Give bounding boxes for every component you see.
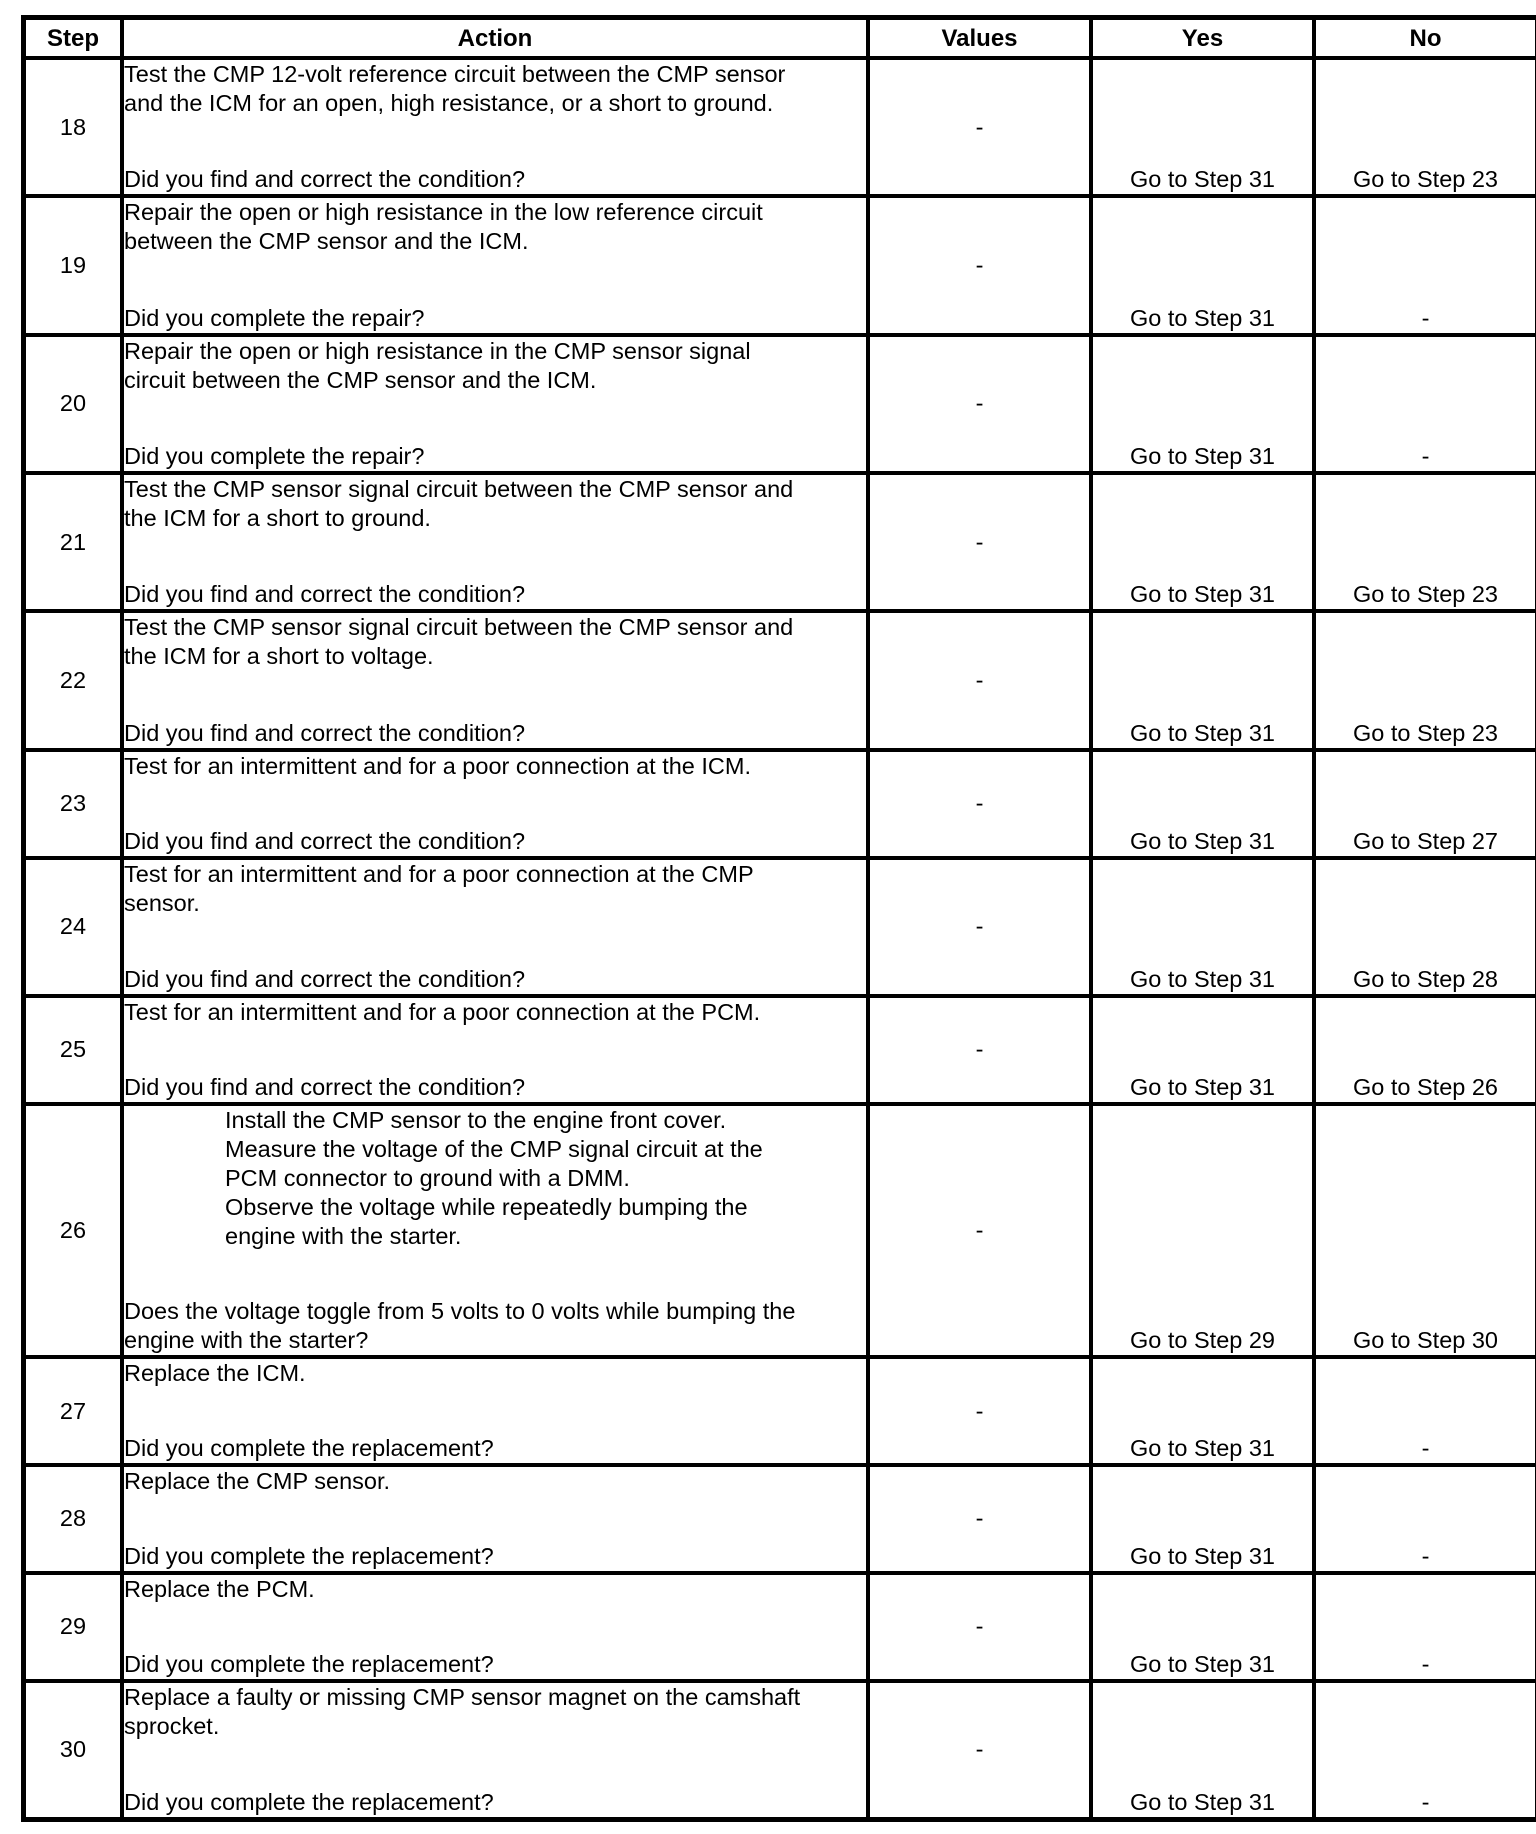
values-cell: - — [870, 752, 1089, 856]
header-step: Step — [26, 20, 120, 56]
action-question: Did you complete the replacement? — [124, 1542, 494, 1569]
step-number: 19 — [26, 198, 120, 332]
step-number: 18 — [26, 60, 120, 194]
action-question: Did you find and correct the condition? — [124, 827, 526, 854]
table-row — [26, 613, 1535, 747]
no-cell: - — [1316, 1683, 1535, 1817]
table-body — [26, 60, 1535, 1817]
action-text: between the CMP sensor and the ICM. — [124, 228, 529, 255]
action-text: Test for an intermittent and for a poor connection at the PCM. — [124, 998, 761, 1025]
step-number: 30 — [26, 1683, 120, 1817]
action-text: Test the CMP sensor signal circuit between the CMP sensor and — [124, 476, 794, 503]
table-row — [26, 1106, 1535, 1356]
values-cell: - — [870, 1683, 1089, 1817]
header-yes: Yes — [1093, 20, 1312, 56]
no-cell: Go to Step 28 — [1316, 860, 1535, 994]
action-cell — [124, 1359, 866, 1463]
table-row — [26, 860, 1535, 994]
action-text: Repair the open or high resistance in the low reference circuit — [124, 199, 763, 226]
action-question: Did you find and correct the condition? — [124, 166, 526, 193]
table-row — [26, 752, 1535, 856]
no-cell: Go to Step 27 — [1316, 752, 1535, 856]
values-cell: - — [870, 475, 1089, 609]
yes-cell: Go to Step 31 — [1093, 998, 1312, 1102]
action-text: Test for an intermittent and for a poor connection at the ICM. — [124, 752, 751, 779]
values-cell: - — [870, 337, 1089, 471]
no-cell: - — [1316, 337, 1535, 471]
action-question: Did you find and correct the condition? — [124, 1073, 526, 1100]
action-text: Test for an intermittent and for a poor connection at the CMP — [124, 860, 754, 887]
table-row — [26, 998, 1535, 1102]
action-text: sprocket. — [124, 1712, 220, 1739]
values-cell: - — [870, 613, 1089, 747]
action-cell — [124, 60, 866, 194]
action-cell — [124, 198, 866, 332]
header-action: Action — [124, 20, 866, 56]
action-text: PCM connector to ground with a DMM. — [225, 1164, 630, 1191]
action-cell — [124, 337, 866, 471]
values-cell: - — [870, 198, 1089, 332]
no-cell: - — [1316, 1575, 1535, 1679]
action-text: sensor. — [124, 889, 200, 916]
table-row — [26, 475, 1535, 609]
values-cell: - — [870, 1575, 1089, 1679]
action-text: Test the CMP sensor signal circuit between the CMP sensor and — [124, 614, 794, 641]
action-question: Did you complete the repair? — [124, 443, 425, 470]
action-question: Did you complete the replacement? — [124, 1435, 494, 1462]
table-row — [26, 1359, 1535, 1463]
yes-cell: Go to Step 31 — [1093, 1467, 1312, 1571]
no-cell: Go to Step 30 — [1316, 1106, 1535, 1356]
yes-cell: Go to Step 31 — [1093, 1359, 1312, 1463]
step-number: 26 — [26, 1106, 120, 1356]
action-question: Did you find and correct the condition? — [124, 965, 526, 992]
yes-cell: Go to Step 31 — [1093, 475, 1312, 609]
action-text: Replace the ICM. — [124, 1360, 306, 1387]
action-cell — [124, 1575, 866, 1679]
table-row — [26, 337, 1535, 471]
values-cell: - — [870, 60, 1089, 194]
action-cell — [124, 475, 866, 609]
action-text: Install the CMP sensor to the engine front cover. — [225, 1106, 727, 1133]
action-text: Replace a faulty or missing CMP sensor magnet on the camshaft — [124, 1683, 801, 1710]
yes-cell: Go to Step 31 — [1093, 1683, 1312, 1817]
no-cell: - — [1316, 1467, 1535, 1571]
action-text: the ICM for a short to voltage. — [124, 643, 434, 670]
diagnostic-table — [21, 15, 1536, 1822]
action-question: Does the voltage toggle from 5 volts to 0 volts while bumping the — [124, 1298, 796, 1325]
values-cell: - — [870, 1359, 1089, 1463]
action-cell — [124, 998, 866, 1102]
step-number: 25 — [26, 998, 120, 1102]
action-text: Replace the PCM. — [124, 1575, 315, 1602]
header-row — [26, 20, 1535, 56]
yes-cell: Go to Step 31 — [1093, 1575, 1312, 1679]
table-row — [26, 1683, 1535, 1817]
no-cell: Go to Step 23 — [1316, 60, 1535, 194]
table-row — [26, 1575, 1535, 1679]
values-cell: - — [870, 1106, 1089, 1356]
values-cell: - — [870, 860, 1089, 994]
step-number: 29 — [26, 1575, 120, 1679]
yes-cell: Go to Step 31 — [1093, 752, 1312, 856]
action-text: Replace the CMP sensor. — [124, 1468, 391, 1495]
action-cell — [124, 860, 866, 994]
header-no: No — [1316, 20, 1535, 56]
action-text: Measure the voltage of the CMP signal circuit at the — [225, 1135, 763, 1162]
step-number: 23 — [26, 752, 120, 856]
yes-cell: Go to Step 29 — [1093, 1106, 1312, 1356]
action-text: Test the CMP 12-volt reference circuit between the CMP sensor — [124, 61, 786, 87]
action-question: Did you complete the repair? — [124, 304, 425, 331]
action-question: Did you complete the replacement? — [124, 1789, 494, 1815]
table-row — [26, 198, 1535, 332]
step-number: 21 — [26, 475, 120, 609]
values-cell: - — [870, 1467, 1089, 1571]
step-number: 28 — [26, 1467, 120, 1571]
action-question: Did you find and correct the condition? — [124, 719, 526, 746]
action-text: and the ICM for an open, high resistance, or a short to ground. — [124, 90, 774, 116]
action-text: the ICM for a short to ground. — [124, 505, 431, 532]
yes-cell: Go to Step 31 — [1093, 860, 1312, 994]
action-text: engine with the starter. — [225, 1222, 462, 1249]
action-text: Repair the open or high resistance in the CMP sensor signal — [124, 337, 751, 364]
action-question: engine with the starter? — [124, 1327, 369, 1354]
step-number: 22 — [26, 613, 120, 747]
action-cell — [124, 613, 866, 747]
step-number: 27 — [26, 1359, 120, 1463]
action-cell — [124, 752, 866, 856]
no-cell: - — [1316, 1359, 1535, 1463]
yes-cell: Go to Step 31 — [1093, 60, 1312, 194]
yes-cell: Go to Step 31 — [1093, 613, 1312, 747]
action-cell — [124, 1106, 866, 1356]
no-cell: Go to Step 23 — [1316, 475, 1535, 609]
action-text: circuit between the CMP sensor and the ICM. — [124, 366, 597, 393]
no-cell: - — [1316, 198, 1535, 332]
action-question: Did you find and correct the condition? — [124, 581, 526, 608]
action-question: Did you complete the replacement? — [124, 1650, 494, 1677]
header-values: Values — [870, 20, 1089, 56]
table-row — [26, 1467, 1535, 1571]
no-cell: Go to Step 26 — [1316, 998, 1535, 1102]
yes-cell: Go to Step 31 — [1093, 198, 1312, 332]
table-row — [26, 60, 1535, 194]
action-cell — [124, 1467, 866, 1571]
values-cell: - — [870, 998, 1089, 1102]
step-number: 24 — [26, 860, 120, 994]
step-number: 20 — [26, 337, 120, 471]
no-cell: Go to Step 23 — [1316, 613, 1535, 747]
action-cell — [124, 1683, 866, 1817]
action-text: Observe the voltage while repeatedly bumping the — [225, 1193, 748, 1220]
yes-cell: Go to Step 31 — [1093, 337, 1312, 471]
